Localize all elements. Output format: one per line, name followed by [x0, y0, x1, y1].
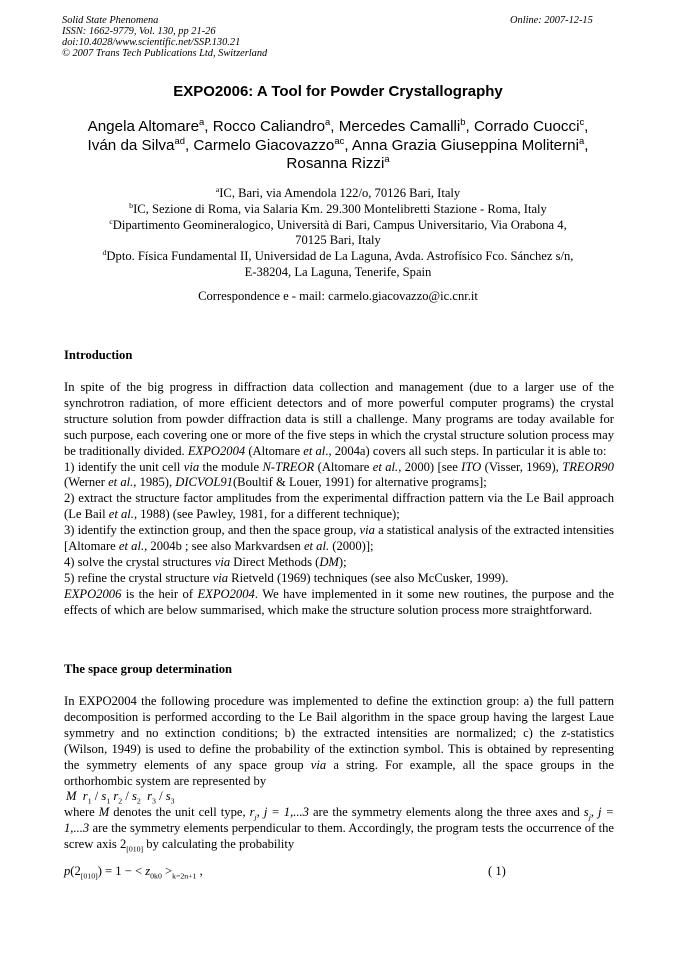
paragraph: In EXPO2004 the following procedure was implemented to define the extinction group: a) the full pattern decomposition is performed according to the Le Bail algorithm in the space group having the largest Laue symmetry and no extinction conditions; b) the extracted intensities are normalized; c) the z-statistics (Wilson, 1949) is used to define the probability of the extinction symbol. This is obtained by representing the symmetry elements of any space group via a string. For example, all the space groups in the orthorhombic system are represented by: [64, 694, 614, 788]
list-item: 1) identify the unit cell via the module N-TREOR (Altomare et al., 2000) [see ITO (Visser, 1969), TREOR90 (Werner et al., 1985), DICVOL91(Boultif & Louer, 1991) for alternative programs];: [64, 459, 614, 490]
introduction-heading: Introduction: [64, 348, 133, 362]
paragraph: EXPO2006 is the heir of EXPO2004. We have implemented in it some new routines, the purpose and the effects of which are below summarised, which make the structure solution process more straightforward.: [64, 586, 614, 617]
equation-1: $p(2_{[010]}) = 1$ − < $z_{0k0} >_{k=2n+1}$ ,: [64, 864, 203, 881]
journal-header: [62, 15, 267, 59]
journal-name: Solid State Phenomena: [62, 15, 159, 26]
author: Carmelo Giacovazzo: [193, 136, 335, 154]
author: Rocco Caliandro: [212, 118, 326, 135]
affiliation-c-cont: 70125 Bari, Italy: [295, 233, 381, 248]
author: Iván da Silva: [87, 136, 175, 154]
copyright: © 2007 Trans Tech Publications Ltd, Switzerland: [62, 48, 268, 59]
list-item: 2) extract the structure factor amplitudes from the experimental diffraction pattern via the Le Bail approach (Le Bail et al., 1988) (see Pawley, 1981, for a different technique);: [64, 491, 614, 522]
introduction-body: [64, 380, 614, 619]
affiliation-b: $^b$IC, Sezione di Roma, via Salaria Km. 29.300 Montelibretti Stazione - Roma, Italy: [129, 200, 547, 216]
correspondence: Correspondence e - mail: carmelo.giacovazzo@ic.cnr.it: [198, 289, 478, 303]
affiliation-c: $^c$Dipartimento Geomineralogico, Università di Bari, Campus Universitario, Via Orabona 4,: [109, 216, 567, 232]
affiliation-d: $^d$Dpto. Física Fundamental II, Universidad de La Laguna, Avda. Astrofísico Fco. Sánchez s/n,: [102, 248, 574, 264]
author: Mercedes Camalli: [338, 118, 461, 135]
paragraph: In spite of the big progress in diffraction data collection and management (due to a larger use of the synchrotron radiation, of more efficient detectors and of more powerful computer programs) the crystal structure solution from powder diffraction data is still a challenge. Many programs are today available for such purpose, each covering one or more of the five steps in which the crystal structure solution process may be traditionally divided. EXPO2004 (Altomare et al., 2004a) covers all such steps. In particular it is able to:: [64, 380, 614, 458]
affiliation-d-cont: E-38204, La Laguna, Tenerife, Spain: [244, 264, 432, 279]
online-date: Online: 2007-12-15: [510, 15, 593, 26]
author: Rosanna Rizzi: [286, 155, 385, 173]
symmetry-string: M $r_1 / s_1$ $r_2 / s_2$ $r_3 / s_3$: [66, 789, 175, 806]
author-list: Angela Altomare$^a$, Rocco Caliandro$^a$, Mercedes Camalli$^b$, Corrado Cuocci$^c$, Iván da Silva$^{ad}$, Carmelo Giacovazzo$^{ac}$, Anna Grazia Giuseppina Moliterni$^a$, Rosanna Rizzi$^a$: [87, 115, 589, 173]
space-group-body: [64, 694, 614, 853]
author: Anna Grazia Giuseppina Moliterni: [351, 136, 580, 154]
list-item: 4) solve the crystal structures via Direct Methods (DM);: [64, 554, 347, 569]
space-group-heading: The space group determination: [64, 662, 233, 676]
affiliations: [62, 186, 614, 281]
list-item: 3) identify the extinction group, and then the space group, via a statistical analysis of the extracted intensities [Altomare et al., 2004b ; see also Markvardsen et al. (2000)];: [64, 523, 614, 554]
list-item: 5) refine the crystal structure via Rietveld (1969) techniques (see also McCusker, 1999).: [64, 570, 509, 585]
issn: ISSN: 1662-9779, Vol. 130, pp 21-26: [62, 26, 216, 37]
doi: doi:10.4028/www.scientific.net/SSP.130.21: [62, 37, 241, 48]
author: Angela Altomare: [87, 118, 200, 135]
paragraph: where M denotes the unit cell type, $r_j$, j = 1,...3 are the symmetry elements along the three axes and $s_j$, j = 1,...3 are the symmetry elements perpendicular to them. Accordingly, the program tests the occurrence of the screw axis $2_{[010]}$ by calculating the probability: [64, 805, 614, 854]
author: Corrado Cuocci: [473, 118, 580, 135]
affiliation-a: $^a$IC, Bari, via Amendola 122/o, 70126 Bari, Italy: [215, 184, 461, 200]
paper-title: EXPO2006: A Tool for Powder Crystallography: [173, 83, 503, 100]
equation-number: ( 1): [488, 864, 506, 878]
